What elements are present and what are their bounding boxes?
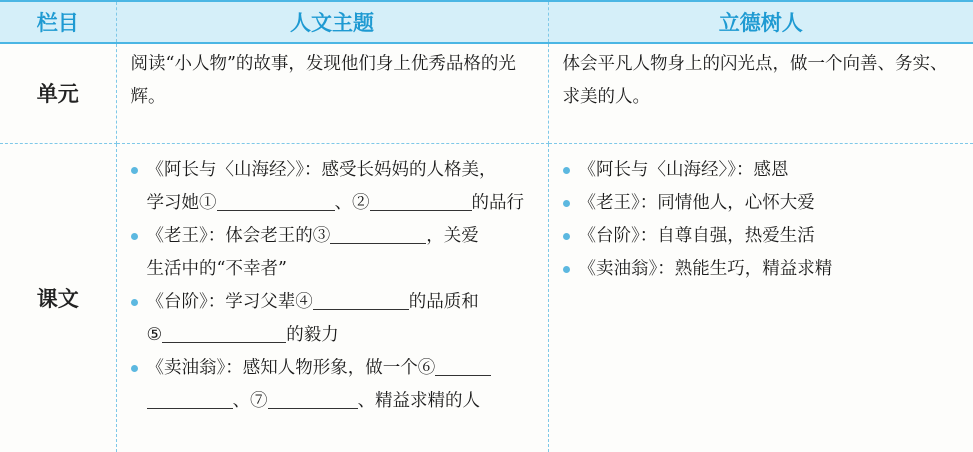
- answer-blank-7[interactable]: [268, 388, 358, 409]
- row-label-unit: 单元: [0, 43, 116, 143]
- lessons-virtue-list: [563, 154, 964, 286]
- unit-virtue-text: 体会平凡人物身上的闪光点，做一个向善、务实、求美的人。: [562, 54, 948, 107]
- bullet-dot: [131, 299, 138, 306]
- lessons-theme-cell: [116, 143, 548, 452]
- bullet-dot: [131, 167, 138, 174]
- answer-blank-2[interactable]: [370, 190, 472, 211]
- list-item: [563, 220, 964, 253]
- lesson-virtue-text: 《台阶》：自尊自强，热爱生活: [578, 225, 815, 246]
- lesson-theme-text: 感受长妈妈的人格美，: [321, 159, 497, 180]
- list-item: [131, 154, 538, 220]
- lesson-theme-text: 的品行: [471, 192, 524, 213]
- answer-blank-5[interactable]: [162, 322, 286, 343]
- lessons-row: [0, 143, 973, 452]
- lesson-title: 《卖油翁》：: [146, 357, 243, 378]
- lesson-theme-text: 的毅力: [286, 324, 339, 345]
- lesson-title: 《台阶》：: [146, 291, 226, 312]
- lessons-theme-list: [131, 154, 538, 418]
- bullet-dot: [563, 233, 570, 240]
- list-item: [563, 253, 964, 286]
- answer-blank-1[interactable]: [217, 190, 335, 211]
- lesson-title: 《老王》：: [146, 225, 226, 246]
- list-item: [563, 154, 964, 187]
- bullet-dot: [563, 167, 570, 174]
- bullet-dot: [563, 200, 570, 207]
- lesson-theme-text: 感知人物形象，做一个⑥: [242, 357, 436, 378]
- lesson-virtue-text: 《老王》：同情他人，心怀大爱: [578, 192, 815, 213]
- header-row: [0, 1, 973, 43]
- lesson-theme-text: ，关爱: [426, 225, 479, 246]
- column-header-moral-education: 立德树人: [548, 1, 973, 43]
- list-item: [131, 286, 538, 352]
- column-header-section: 栏目: [0, 1, 116, 43]
- list-item: [563, 187, 964, 220]
- lesson-theme-text: 生活中的“不幸者”: [146, 258, 287, 279]
- lesson-theme-text: 学习父辈④: [225, 291, 313, 312]
- answer-blank-4[interactable]: [313, 289, 409, 310]
- unit-row: [0, 43, 973, 143]
- lesson-theme-text: 体会老王的③: [225, 225, 331, 246]
- lesson-virtue-text: 《阿长与〈山海经〉》：感恩: [578, 159, 789, 180]
- lesson-theme-text: 、②: [334, 192, 370, 213]
- lesson-theme-text: 学习她①: [146, 192, 217, 213]
- column-header-humanistic-theme: 人文主题: [116, 1, 548, 43]
- unit-virtue-cell: [548, 43, 973, 143]
- lesson-theme-text: 、⑦: [232, 390, 268, 411]
- lesson-virtue-text: 《卖油翁》：熟能生巧，精益求精: [578, 258, 833, 279]
- bullet-dot: [131, 365, 138, 372]
- unit-theme-text: 阅读“小人物”的故事，发现他们身上优秀品格的光辉。: [130, 54, 516, 107]
- answer-blank-6-cont[interactable]: [147, 388, 233, 409]
- lesson-theme-text: ⑤: [146, 324, 163, 345]
- list-item: [131, 220, 538, 286]
- lesson-theme-text: 的品质和: [408, 291, 479, 312]
- list-item: [131, 352, 538, 418]
- unit-theme-cell: [116, 43, 548, 143]
- lesson-title: 《阿长与〈山海经〉》：: [146, 159, 322, 180]
- bullet-dot: [563, 266, 570, 273]
- lesson-theme-text: 、精益求精的人: [357, 390, 480, 411]
- row-label-lessons: 课文: [0, 143, 116, 452]
- answer-blank-3[interactable]: [330, 223, 426, 244]
- lessons-virtue-cell: [548, 143, 973, 452]
- bullet-dot: [131, 233, 138, 240]
- answer-blank-6[interactable]: [435, 355, 491, 376]
